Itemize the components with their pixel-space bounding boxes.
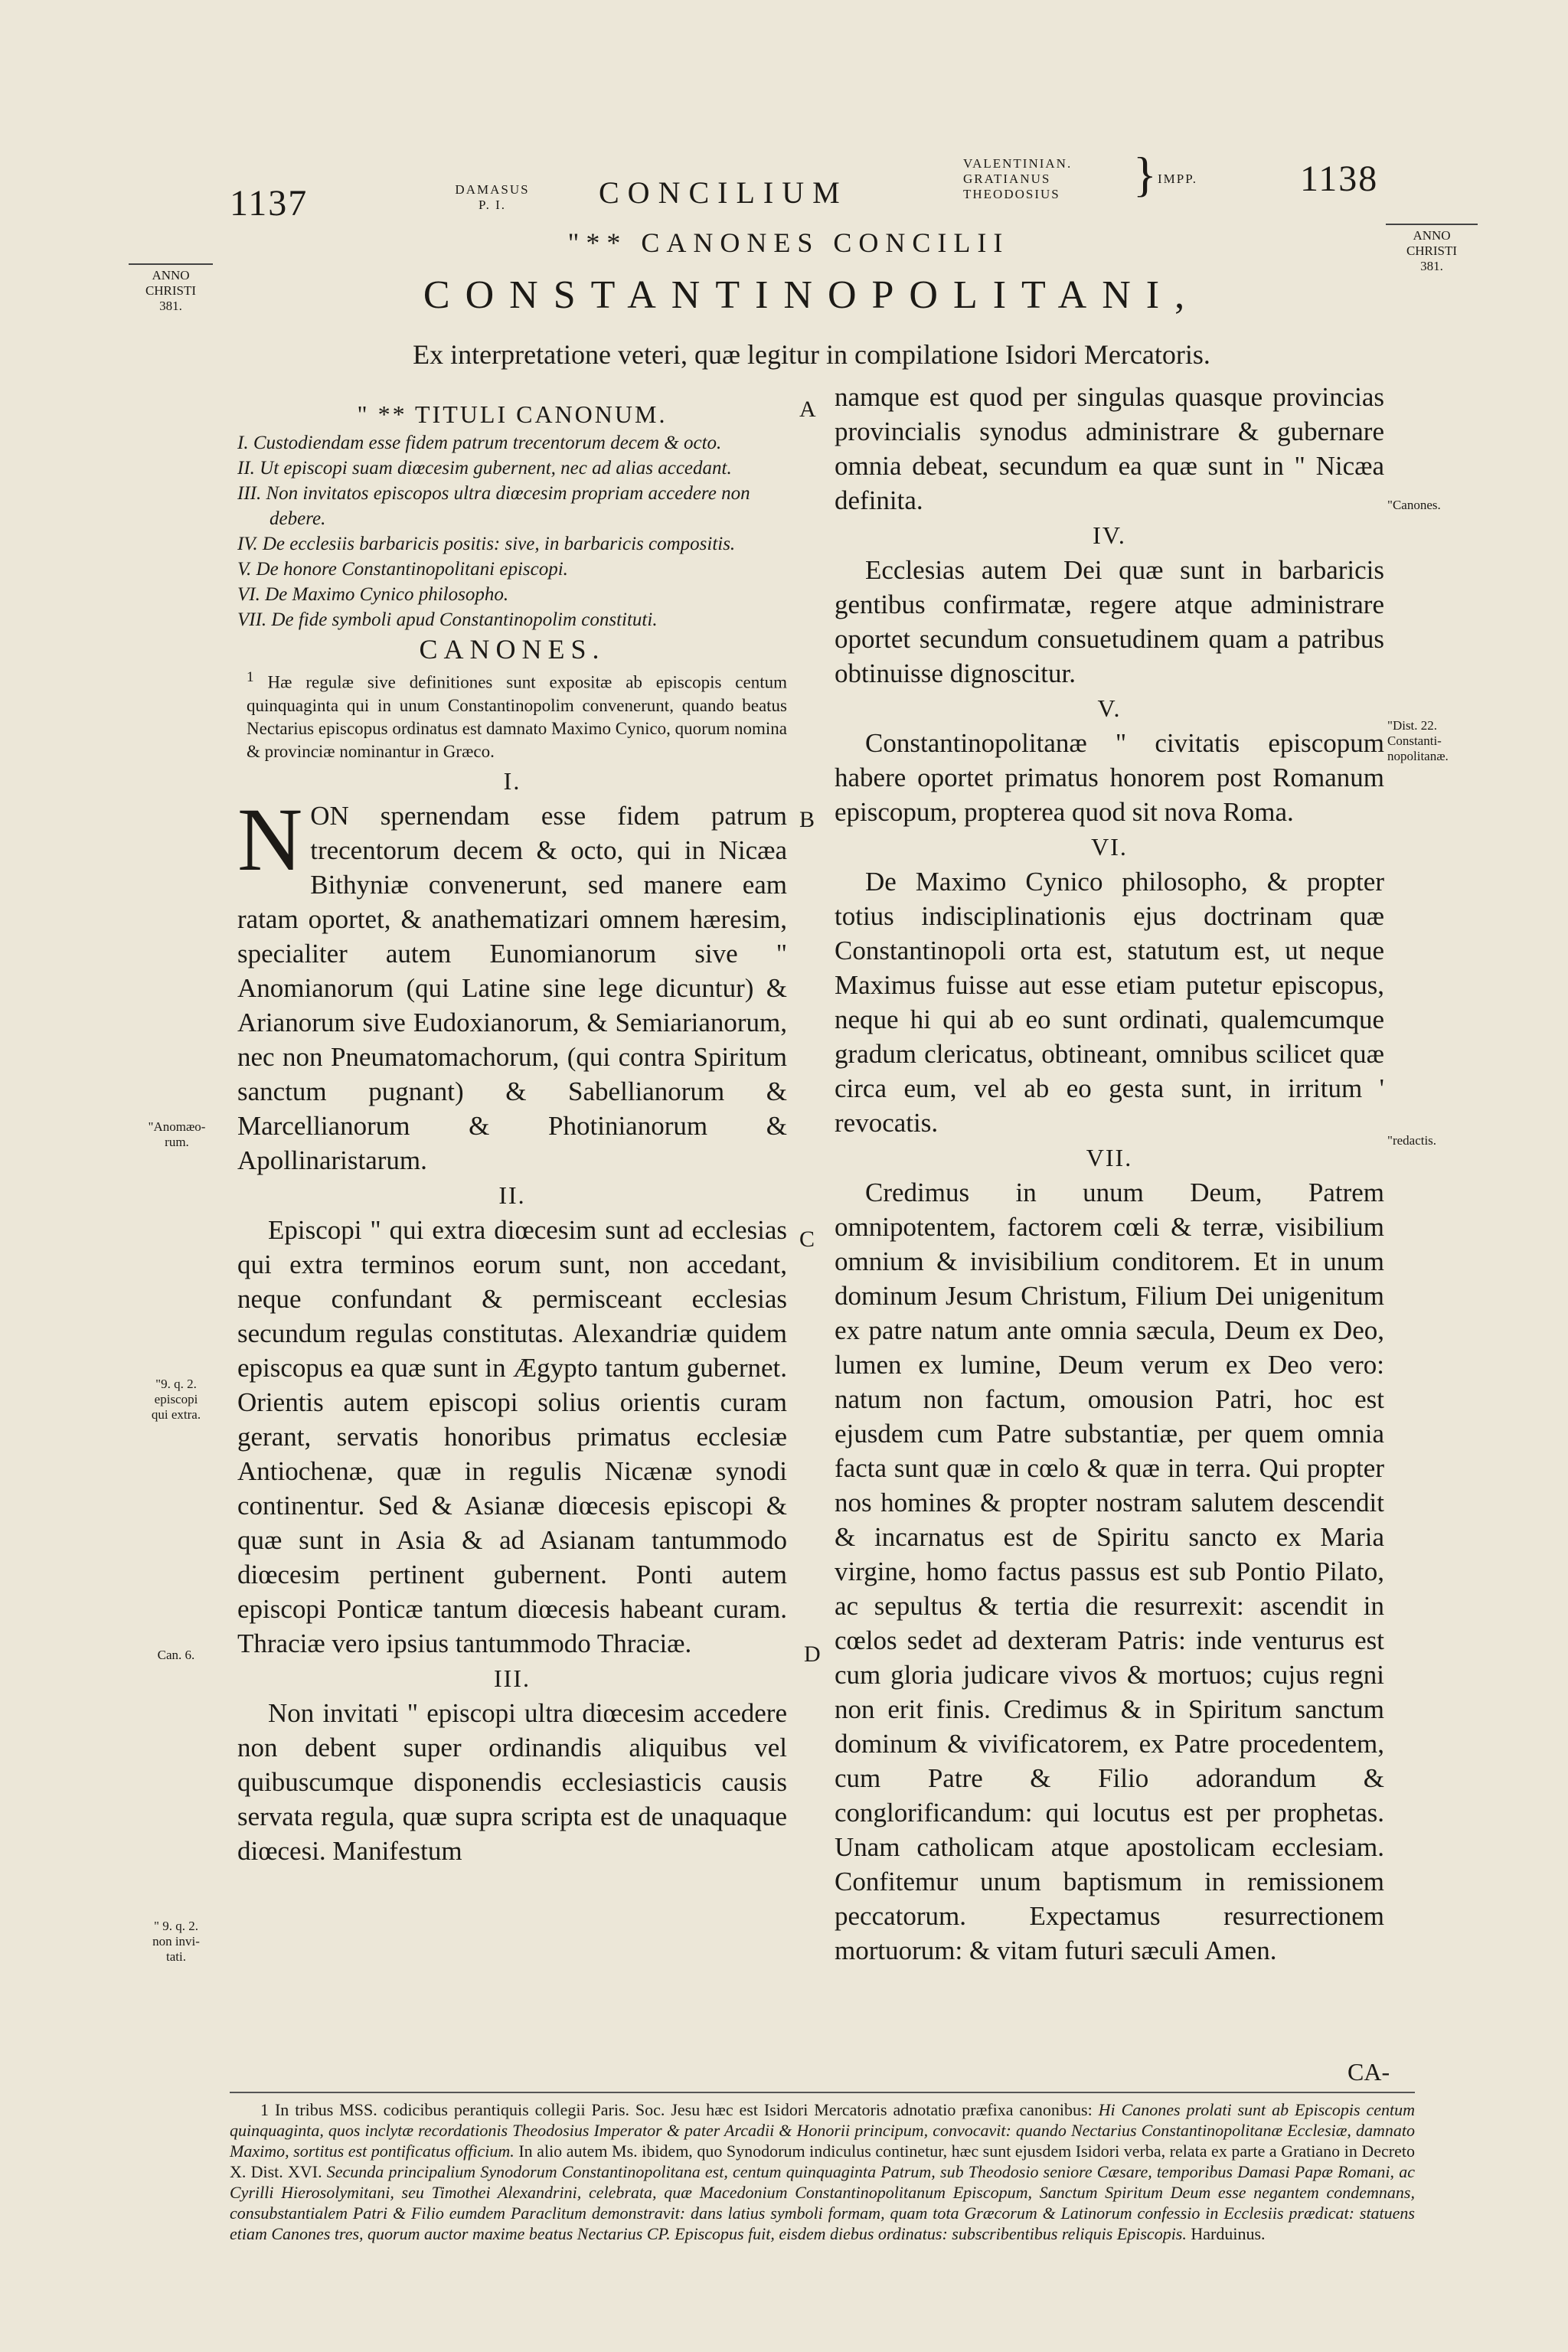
canon-2: Episcopi " qui extra diœcesim sunt ad ecclesias qui extra terminos eorum sunt, non accedant, neque confundant & permisceant ecclesias secundum regulas constitutas. Alexandriæ quidem episcopus ea quæ sunt in Ægypto tantum gubernet. Orientis autem episcopi solius orientis curam gerant, servatis honoribus primatus ecclesiæ Antiochenæ, quæ in regulis Nicænæ synodi continentur. Sed & Asianæ diœcesis episcopi & quæ sunt in Asia & ad Asianam tantummodo diœcesim pertinent gubernent. Ponti autem episcopi Ponticæ tantum diœcesis habeant curam. Thraciæ vero ipsius tantummodo Thraciæ.	[237, 1214, 787, 1658]
canon-numeral-6: VI.	[1091, 833, 1128, 861]
margin-note-redactis: "redactis.	[1387, 1133, 1437, 1148]
footnote	[230, 2099, 1415, 2244]
margin-note-line: "9. q. 2.	[155, 1377, 197, 1391]
emperor-1: VALENTINIAN.	[963, 156, 1073, 171]
anno-christi-right	[1386, 224, 1478, 274]
margin-note-line: rum.	[165, 1135, 189, 1149]
canon-numeral-4: IV.	[1093, 521, 1126, 549]
margin-note-9q2-non-invitati	[129, 1919, 224, 1965]
canon-numeral-5: V.	[1097, 694, 1122, 722]
margin-note-can6: Can. 6.	[157, 1648, 195, 1662]
margin-note-anomoeorum	[127, 1119, 227, 1150]
anno-right-3: 381.	[1420, 259, 1443, 273]
margin-note-canones: "Canones.	[1387, 498, 1441, 512]
tituli-heading: " ** TITULI CANONUM.	[357, 400, 668, 428]
canon-numeral-7: VII.	[1086, 1144, 1133, 1171]
margin-note-line: non invi-	[152, 1934, 200, 1949]
canones-heading: CANONES.	[419, 634, 606, 665]
margin-note-dist22	[1387, 718, 1487, 764]
margin-note-line: qui extra.	[151, 1407, 201, 1422]
catchword: CA-	[1348, 2058, 1390, 2086]
canon-1-text: ON spernendam esse fidem patrum trecentorum decem & octo, qui in Nicæa Bithyniæ convenerunt, sed manere eam ratam oportet, & anathematizari omnem hæresim, specialiter autem Eunomianorum sive " Anomianorum (qui Latine sine lege dicuntur) & Arianorum sive Eudoxianorum, & Semiarianorum, nec non Pneumatomachorum, (qui contra Spiritum sanctum pugnant) & Sabellianorum & Marcellianorum & Photinianorum & Apollinaristarum.	[237, 800, 787, 1175]
title-constantinopolitani: CONSTANTINOPOLITANI,	[423, 273, 1200, 317]
anno-left-1: ANNO	[152, 268, 190, 283]
anno-right-2: CHRISTI	[1406, 243, 1458, 258]
right-column	[835, 380, 1384, 1968]
margin-note-line: " 9. q. 2.	[154, 1919, 198, 1933]
section-letter-d: D	[804, 1642, 821, 1667]
canon-7-creed: Credimus in unum Deum, Patrem omnipotentem, factorem cœli & terræ, visibilium omnium & invisibilium conditorem. Et in unum dominum Jesum Christum, Filium Dei unigenitum ex patre natum ante omnia sæcula, Deum ex Deo, lumen ex lumine, Deum verum ex Deo vero: natum non factum, omousion Patri, hoc est ejusdem cum Patre substantiæ, per quem omnia facta sunt quæ in cœlo & quæ in terra. Qui propter nos homines & propter nostram salutem descendit & incarnatus est de Spiritu sancto ex Maria virgine, homo factus passus est sub Pontio Pilato, ac sepultus & tertia die resurrexit: ascendit in cœlos sedet ad dexteram Patris: inde venturus est cum gloria judicare vivos & mortuos; cujus regni non erit finis. Credimus & in Spiritum sanctum dominum & vivificatorem, ex Patre procedentem, cum Patre & Filio adorandum & conglorificandum: qui locutus est per prophetas. Unam catholicam atque apostolicam ecclesiam. Confitemur unum baptismum in remissionem peccatorum. Expectamus resurrectionem mortuorum: & vitam futuri sæculi Amen.	[835, 1178, 1384, 1965]
titulus-2: II. Ut episcopi suam diœcesim gubernent, nec ad alias accedant.	[237, 458, 732, 479]
pope-name-top: DAMASUS	[455, 182, 530, 197]
footnote-rule	[230, 2092, 1415, 2093]
canon-numeral-2: II.	[498, 1181, 526, 1209]
canon-3: Non invitati " episcopi ultra diœcesim accedere non debent super ordinandis aliquibus vel quibuscumque disponendis ecclesiasticis causis servata regula, quæ supra scripta est de unaquaque diœcesi. Manifestum	[237, 1697, 787, 1866]
footnote-quote-2: Secunda principalium Synodorum Constantinopolitana est, centum quinquaginta Patrum, sub Theodosio seniore Cæsare, temporibus Damasi Papæ Romani, ac Cyrilli Hierosolymitani, seu Timothei Alexandrini, celebrata, quæ Macedonium Constantinopolitanum Episcopum, Sanctum Spiritum Deum esse negantem condemnans, consubstantialem Patri & Filio eumdem Paraclitum demonstravit: dans latius symboli formam, quam tota Græcorum & Latinorum confessio in Ecclesiis prædicat: statuens etiam Canones tres, quorum auctor maxime beatus Nectarius CP. Episcopus fuit, eisdem diebus ordinatus: subscribentibus reliquis Episcopis.	[230, 2162, 1415, 2243]
title-canones-concilii: "** CANONES CONCILII	[567, 227, 1010, 258]
canon-4: Ecclesias autem Dei quæ sunt in barbaricis gentibus confirmatæ, regere atque administrare oportet secundum consuetudinem quam a patribus obtinuisse dignoscitur.	[835, 555, 1384, 688]
isidore-note-marker: 1	[247, 669, 254, 685]
titulus-4: IV. De ecclesiis barbaricis positis: sive, in barbaricis compositis.	[237, 534, 736, 554]
running-head-council: CONCILIUM	[599, 175, 848, 210]
isidore-note-text: Hæ regulæ sive definitiones sunt expositæ ab episcopis centum quinquaginta qui in unum Constantinopolim convenerunt, quando beatus Nectarius episcopus ordinatus est damnato Maximo Cynico, quorum nomina & provinciæ nominantur in Græco.	[247, 672, 788, 761]
margin-note-9q2-episcopi	[129, 1377, 224, 1423]
margin-note-line: episcopi	[154, 1392, 198, 1406]
emperors-list	[963, 156, 1072, 202]
titulus-3: III. Non invitatos episcopos ultra diœcesim propriam accedere non debere.	[237, 483, 750, 529]
margin-note-line: tati.	[166, 1949, 186, 1964]
anno-right-1: ANNO	[1413, 228, 1451, 243]
anno-left-2: CHRISTI	[145, 283, 197, 298]
titulus-7: VII. De fide symboli apud Constantinopolim constituti.	[237, 609, 658, 630]
titulus-1: I. Custodiendam esse fidem patrum trecentorum decem & octo.	[237, 433, 722, 453]
drop-cap: N	[237, 789, 303, 890]
footnote-marker: 1	[260, 2100, 269, 2119]
footnote-intro: In tribus MSS. codicibus perantiquis collegii Paris. Soc. Jesu hæc est Isidori Mercatoris adnotatio præfixa canonibus:	[274, 2100, 1093, 2119]
margin-note-line: nopolitanæ.	[1387, 749, 1449, 763]
section-letter-b: B	[799, 807, 815, 832]
left-column	[237, 398, 787, 1868]
canon-3-continued: namque est quod per singulas quasque provincias provincialis synodus administrare & gubernare omnia debeat, secundum ea quæ sunt in " Nicæa definita.	[835, 382, 1384, 515]
pope-name	[443, 182, 542, 213]
canon-numeral-3: III.	[494, 1664, 531, 1692]
title-interpretation-note: Ex interpretatione veteri, quæ legitur in compilatione Isidori Mercatoris.	[413, 339, 1210, 370]
page-number-right: 1138	[1300, 158, 1379, 199]
margin-note-line: "Anomæo-	[148, 1119, 206, 1134]
footnote-author: Harduinus.	[1191, 2224, 1266, 2243]
page-number-left: 1137	[230, 183, 309, 224]
pope-name-bottom: P. I.	[479, 198, 506, 212]
margin-note-line: "Dist. 22.	[1387, 718, 1438, 733]
footnote-quote-1: Hi Canones prolati sunt ab Episcopis centum quinquaginta, quos inclytæ recordationis Theodosius Imperator & pater Arcadii & Honorii principum, convocavit: quando Nectarius Constantinopolitanæ Ecclesiæ, damnato Maximo, sortitus est pontificatus officium.	[230, 2100, 1416, 2161]
section-letter-a: A	[799, 397, 816, 422]
isidore-note	[237, 666, 787, 763]
canon-6: De Maximo Cynico philosopho, & propter totius indisciplinationis ejus doctrinam quæ Constantinopoli orta est, statutum est, ut neque Maximus fuisse aut esse etiam putetur episcopus, neque hi qui ab eo sunt ordinati, qualemcumque gradum clericatus, obtineant, omnibus scilicet quæ circa eum, vel ab eo gesta sunt, in irritum ' revocatis.	[835, 867, 1384, 1138]
imperatores-label: IMPP.	[1158, 172, 1198, 186]
emperor-2: GRATIANUS	[963, 172, 1051, 186]
margin-note-line: Constanti-	[1387, 733, 1442, 748]
section-letter-c: C	[799, 1227, 815, 1252]
titulus-6: VI. De Maximo Cynico philosopho.	[237, 584, 509, 605]
brace-glyph: }	[1133, 147, 1157, 201]
anno-left-3: 381.	[159, 299, 182, 313]
canon-1	[237, 789, 787, 1178]
footnote-middle: In alio autem Ms. ibidem, quo Synodorum indiculus continetur, hæc sunt ejusdem Isidori verba, relata ex parte a Gratiano in Decreto X. Dist. XVI.	[230, 2141, 1416, 2181]
anno-christi-left	[129, 263, 213, 314]
canon-5: Constantinopolitanæ " civitatis episcopum habere oportet primatus honorem post Romanum episcopum, propterea quod sit nova Roma.	[835, 728, 1384, 827]
canon-numeral-1: I.	[503, 766, 521, 795]
emperor-3: THEODOSIUS	[963, 187, 1060, 201]
titulus-5: V. De honore Constantinopolitani episcopi.	[237, 559, 568, 580]
